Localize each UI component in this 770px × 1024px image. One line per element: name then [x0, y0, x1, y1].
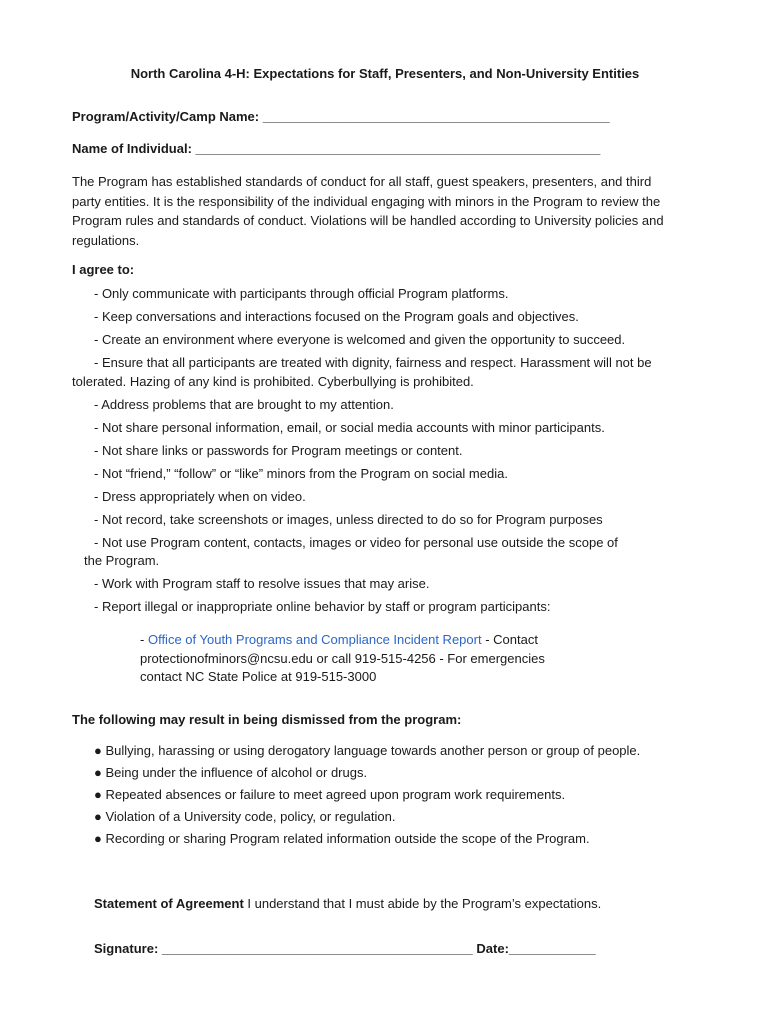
- dismiss-heading: The following may result in being dismissed from the program:: [72, 712, 462, 727]
- dismiss-item: ● Being under the influence of alcohol or drugs.: [94, 765, 368, 780]
- program-name-field[interactable]: Program/Activity/Camp Name: ________________________________________________: [72, 109, 610, 124]
- dismiss-item: ● Recording or sharing Program related information outside the scope of the Program.: [94, 831, 590, 846]
- agree-item: - Keep conversations and interactions focused on the Program goals and objectives.: [94, 309, 579, 324]
- dismiss-item: ● Bullying, harassing or using derogatory language towards another person or group of people.: [94, 743, 641, 758]
- agree-list: [72, 285, 704, 621]
- agree-item: - Create an environment where everyone is welcomed and given the opportunity to succeed.: [94, 332, 626, 347]
- report-contact-text: - Contact protectionofminors@ncsu.edu or call 919-515-4256 - For emergencies contact NC State Police at 919-515-3000: [140, 632, 545, 684]
- agree-item: - Dress appropriately when on video.: [94, 488, 306, 504]
- agree-item: - Report illegal or inappropriate online behavior by staff or program participants:: [94, 599, 551, 614]
- agree-item: - Address problems that are brought to my attention.: [94, 396, 394, 412]
- signature-date-field[interactable]: Signature: ___________________________________________ Date:____________: [94, 941, 596, 956]
- document-title: North Carolina 4-H: Expectations for Staff, Presenters, and Non-University Entities: [130, 66, 640, 81]
- agree-item: - Not “friend,” “follow” or “like” minors from the Program on social media.: [94, 465, 508, 481]
- statement-of-agreement: [94, 894, 601, 913]
- agree-item: - Not record, take screenshots or images, unless directed to do so for Program purposes: [94, 511, 603, 527]
- agree-heading: I agree to:: [72, 262, 135, 277]
- report-contact: [140, 631, 580, 687]
- dismiss-list: [94, 741, 654, 851]
- agree-item: - Not share links or passwords for Program meetings or content.: [94, 442, 463, 458]
- statement-label: Statement of Agreement: [94, 896, 244, 911]
- dismiss-item: ● Repeated absences or failure to meet agreed upon program work requirements.: [94, 787, 566, 802]
- agree-item: - Only communicate with participants through official Program platforms.: [94, 286, 509, 301]
- agree-item: - Ensure that all participants are treated with dignity, fairness and respect. Harassment will not be tolerated. Hazing of any kind is prohibited. Cyberbullying is prohibited.: [72, 355, 652, 389]
- intro-paragraph: The Program has established standards of conduct for all staff, guest speakers, presenters, and third party entities. It is the responsibility of the individual engaging with minors in the Program to review the Program rules and standards of conduct. Violations will be handled according to University policies and regulations.: [72, 174, 664, 248]
- statement-text: I understand that I must abide by the Program’s expectations.: [243, 896, 602, 911]
- incident-report-link[interactable]: Office of Youth Programs and Compliance Incident Report: [147, 632, 482, 647]
- agree-item: - Not share personal information, email, or social media accounts with minor participants.: [94, 419, 605, 435]
- report-prefix: -: [140, 632, 148, 647]
- dismiss-item: ● Violation of a University code, policy, or regulation.: [94, 809, 396, 824]
- agree-item: - Work with Program staff to resolve issues that may arise.: [94, 576, 430, 591]
- agree-item: - Not use Program content, contacts, images or video for personal use outside the scope of the Program.: [84, 534, 618, 568]
- individual-name-field[interactable]: Name of Individual: ________________________________________________________: [72, 141, 601, 156]
